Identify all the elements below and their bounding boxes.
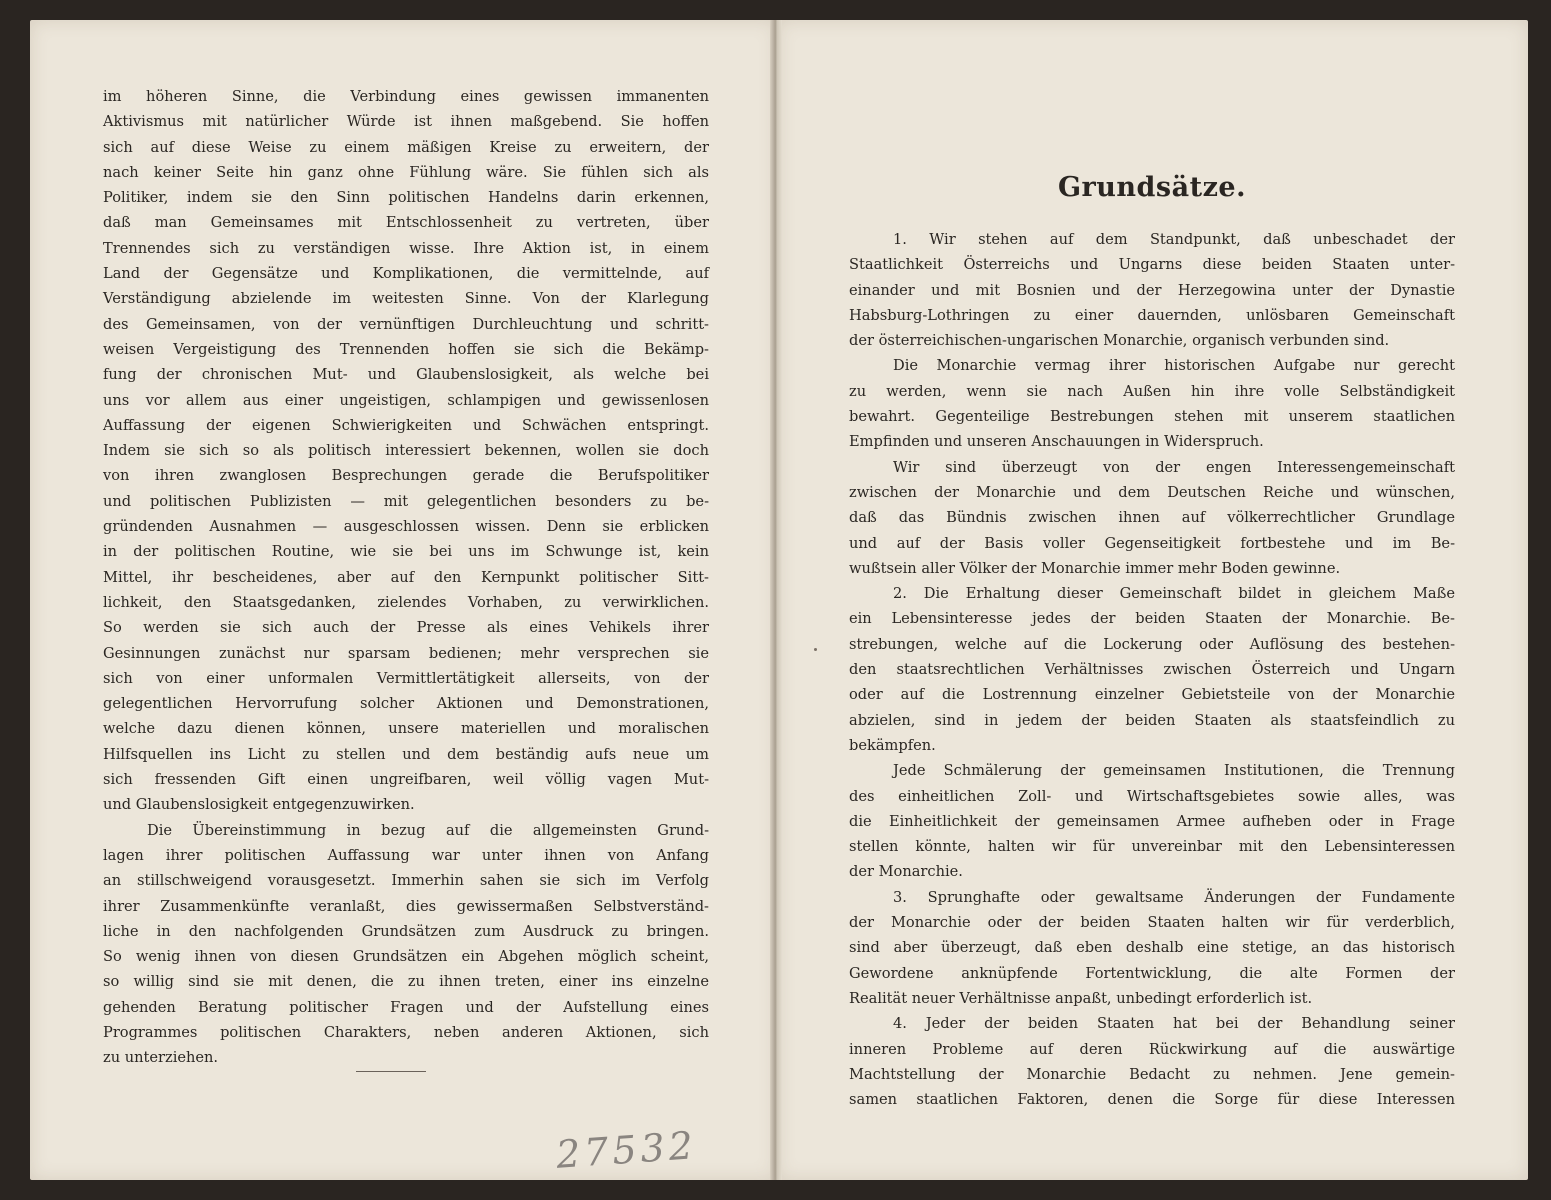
- text-line: So werden sie sich auch der Presse als eines Vehikels ihrer: [103, 619, 709, 637]
- paragraph: [849, 1011, 1455, 1112]
- text-line: lichkeit, den Staatsgedanken, zielendes Vorhaben, zu verwirklichen.: [103, 593, 709, 611]
- text-line: Habsburg-Lothringen zu einer dauernden, unlösbaren Gemeinschaft: [849, 306, 1455, 324]
- text-line: des einheitlichen Zoll- und Wirtschaftsgebietes sowie alles, was: [849, 787, 1455, 805]
- text-line: Land der Gegensätze und Komplikationen, die vermittelnde, auf: [103, 265, 709, 283]
- text-line: Realität neuer Verhältnisse anpaßt, unbedingt erforderlich ist.: [849, 989, 1313, 1007]
- text-line: Mittel, ihr bescheidenes, aber auf den Kernpunkt politischer Sitt-: [103, 568, 709, 586]
- archive-number: 27532: [554, 1123, 699, 1177]
- text-line: und auf der Basis voller Gegenseitigkeit fortbestehe und im Be-: [849, 534, 1455, 552]
- text-line: 3. Sprunghafte oder gewaltsame Änderungen der Fundamente: [893, 888, 1455, 906]
- text-line: stellen könnte, halten wir für unvereinbar mit den Lebensinteressen: [849, 838, 1455, 856]
- text-line: so willig sind sie mit denen, die zu ihnen treten, einer ins einzelne: [103, 973, 709, 991]
- paragraph: [849, 581, 1455, 758]
- text-line: fung der chronischen Mut- und Glaubenslosigkeit, als welche bei: [103, 366, 709, 384]
- text-line: Machtstellung der Monarchie Bedacht zu nehmen. Jene gemein-: [849, 1065, 1455, 1083]
- text-line: nach keiner Seite hin ganz ohne Fühlung wäre. Sie fühlen sich als: [103, 163, 709, 181]
- text-line: gehenden Beratung politischer Fragen und der Aufstellung eines: [103, 998, 709, 1016]
- text-line: gründenden Ausnahmen — ausgeschlossen wissen. Denn sie erblicken: [103, 518, 709, 536]
- text-line: zu werden, wenn sie nach Außen hin ihre volle Selbständigkeit: [849, 382, 1455, 400]
- text-line: im höheren Sinne, die Verbindung eines gewissen immanenten: [103, 88, 709, 105]
- text-line: in der politischen Routine, wie sie bei uns im Schwunge ist, kein: [103, 543, 709, 561]
- text-line: samen staatlichen Faktoren, denen die Sorge für diese Interessen: [849, 1091, 1455, 1109]
- text-line: So wenig ihnen von diesen Grundsätzen ein Abgehen möglich scheint,: [103, 948, 709, 966]
- text-line: gelegentlichen Hervorrufung solcher Aktionen und Demonstrationen,: [103, 695, 709, 713]
- text-line: Trennendes sich zu verständigen wisse. Ihre Aktion ist, in einem: [103, 239, 709, 257]
- right-text-column: [849, 227, 1455, 1112]
- paragraph: [849, 227, 1455, 353]
- text-line: inneren Probleme auf deren Rückwirkung auf die auswärtige: [849, 1040, 1455, 1058]
- text-line: Programmes politischen Charakters, neben anderen Aktionen, sich: [103, 1023, 709, 1041]
- paragraph: [103, 84, 709, 818]
- text-line: sind aber überzeugt, daß eben deshalb eine stetige, an das historisch: [849, 939, 1455, 957]
- text-line: lagen ihrer politischen Auffassung war unter ihnen von Anfang: [103, 846, 709, 864]
- paragraph: [849, 885, 1455, 1011]
- paragraph: [849, 758, 1455, 884]
- text-line: sich auf diese Weise zu einem mäßigen Kreise zu erweitern, der: [103, 138, 709, 156]
- text-line: Jede Schmälerung der gemeinsamen Institutionen, die Trennung: [893, 762, 1455, 780]
- text-line: Die Monarchie vermag ihrer historischen Aufgabe nur gerecht: [893, 357, 1455, 375]
- text-line: strebungen, welche auf die Lockerung oder Auflösung des bestehen-: [849, 635, 1455, 653]
- text-line: bekämpfen.: [849, 736, 936, 754]
- paper-speck: [814, 648, 817, 651]
- text-line: und politischen Publizisten — mit gelegentlichen besonders zu be-: [103, 492, 709, 510]
- text-line: der Monarchie.: [849, 863, 963, 881]
- text-line: daß man Gemeinsames mit Entschlossenheit zu vertreten, über: [103, 214, 709, 232]
- paragraph: [849, 455, 1455, 581]
- text-line: den staatsrechtlichen Verhältnisses zwischen Österreich und Ungarn: [849, 661, 1455, 679]
- text-line: Staatlichkeit Österreichs und Ungarns diese beiden Staaten unter-: [849, 256, 1455, 274]
- text-line: 4. Jeder der beiden Staaten hat bei der Behandlung seiner: [893, 1015, 1455, 1033]
- text-line: die Einheitlichkeit der gemeinsamen Armee aufheben oder in Frage: [849, 812, 1455, 830]
- separator-rule: [356, 1071, 426, 1072]
- text-line: des Gemeinsamen, von der vernünftigen Durchleuchtung und schritt-: [103, 315, 709, 333]
- text-line: oder auf die Lostrennung einzelner Gebietsteile von der Monarchie: [849, 686, 1455, 704]
- text-line: Die Übereinstimmung in bezug auf die allgemeinsten Grund-: [147, 821, 709, 839]
- text-line: sich fressenden Gift einen ungreifbaren, weil völlig vagen Mut-: [103, 771, 709, 789]
- text-line: ein Lebensinteresse jedes der beiden Staaten der Monarchie. Be-: [849, 610, 1455, 628]
- text-line: daß das Bündnis zwischen ihnen auf völkerrechtlicher Grundlage: [849, 509, 1455, 527]
- text-line: Hilfsquellen ins Licht zu stellen und dem beständig aufs neue um: [103, 745, 709, 763]
- text-line: Gewordene anknüpfende Fortentwicklung, die alte Formen der: [849, 964, 1455, 982]
- page-fold: [770, 20, 782, 1180]
- section-heading: Grundsätze.: [1057, 172, 1246, 203]
- text-line: 1. Wir stehen auf dem Standpunkt, daß unbeschadet der: [893, 231, 1455, 248]
- text-line: Politiker, indem sie den Sinn politischen Handelns darin erkennen,: [103, 189, 709, 207]
- text-line: 2. Die Erhaltung dieser Gemeinschaft bildet in gleichem Maße: [893, 585, 1455, 603]
- text-line: bewahrt. Gegenteilige Bestrebungen stehen mit unserem staatlichen: [849, 408, 1455, 426]
- text-line: von ihren zwanglosen Besprechungen gerade die Berufspolitiker: [103, 467, 709, 485]
- text-line: liche in den nachfolgenden Grundsätzen zum Ausdruck zu bringen.: [103, 922, 709, 940]
- text-line: uns vor allem aus einer ungeistigen, schlampigen und gewissenlosen: [103, 391, 709, 409]
- text-line: einander und mit Bosnien und der Herzegowina unter der Dynastie: [849, 281, 1455, 299]
- text-line: und Glaubenslosigkeit entgegenzuwirken.: [103, 796, 415, 814]
- text-line: Empfinden und unseren Anschauungen in Widerspruch.: [849, 433, 1264, 451]
- text-line: Auffassung der eigenen Schwierigkeiten und Schwächen entspringt.: [103, 416, 709, 434]
- text-line: der Monarchie oder der beiden Staaten halten wir für verderblich,: [849, 914, 1455, 932]
- text-line: Wir sind überzeugt von der engen Interessengemeinschaft: [893, 458, 1455, 476]
- paragraph: [849, 353, 1455, 454]
- text-line: ihrer Zusammenkünfte veranlaßt, dies gewissermaßen Selbstverständ-: [103, 897, 709, 915]
- text-line: Aktivismus mit natürlicher Würde ist ihnen maßgebend. Sie hoffen: [103, 113, 709, 131]
- paragraph: [103, 818, 709, 1071]
- text-line: zu unterziehen.: [103, 1049, 219, 1067]
- text-line: wußtsein aller Völker der Monarchie immer mehr Boden gewinne.: [849, 559, 1341, 577]
- text-line: an stillschweigend vorausgesetzt. Immerhin sahen sie sich im Verfolg: [103, 872, 709, 890]
- text-line: weisen Vergeistigung des Trennenden hoffen sie sich die Bekämp-: [103, 340, 709, 358]
- text-line: Verständigung abzielende im weitesten Sinne. Von der Klarlegung: [103, 290, 709, 308]
- text-line: welche dazu dienen können, unsere materiellen und moralischen: [103, 720, 709, 738]
- text-line: sich von einer unformalen Vermittlertätigkeit allerseits, von der: [103, 669, 709, 687]
- text-line: Indem sie sich so als politisch interessiert bekennen, wollen sie doch: [103, 442, 709, 460]
- left-text-column: [103, 84, 709, 1071]
- text-line: Gesinnungen zunächst nur sparsam bedienen; mehr versprechen sie: [103, 644, 709, 662]
- text-line: der österreichischen-ungarischen Monarchie, organisch verbunden sind.: [849, 332, 1390, 350]
- text-line: abzielen, sind in jedem der beiden Staaten als staatsfeindlich zu: [849, 711, 1455, 729]
- text-line: zwischen der Monarchie und dem Deutschen Reiche und wünschen,: [849, 483, 1455, 501]
